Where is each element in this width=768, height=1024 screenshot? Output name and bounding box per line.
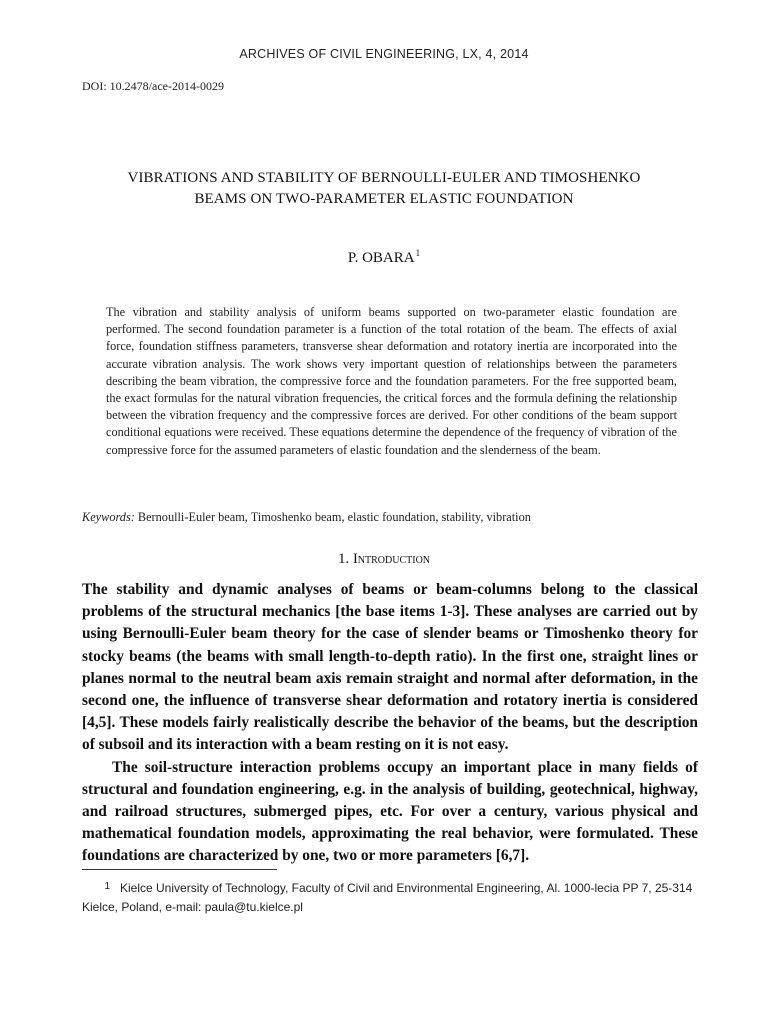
- keywords-text: Bernoulli-Euler beam, Timoshenko beam, elastic foundation, stability, vibration: [134, 510, 531, 524]
- author-name: P. OBARA: [347, 250, 415, 266]
- body-paragraph-2: The soil-structure interaction problems occupy an important place in many fields of structural and foundation engineering, e.g. in the analysis of building, geotechnical, highway, and railroad structures, submerged pipes, etc. For over a century, various physical and mathematical foundation models, approximating the real behavior, were formulated. These foundations are characterized by one, two or more parameters [6,7].: [82, 758, 698, 865]
- footnote-divider: [82, 869, 277, 870]
- body-text: [82, 579, 698, 868]
- footnote-mark: 1: [104, 881, 110, 892]
- footnote: [82, 877, 702, 917]
- journal-header: ARCHIVES OF CIVIL ENGINEERING, LX, 4, 2014: [239, 47, 529, 61]
- abstract: The vibration and stability analysis of uniform beams supported on two-parameter elastic foundation are performed. The second foundation parameter is a function of the total rotation of the beam. The effects of axial force, foundation stiffness parameters, transverse shear deformation and rotatory inertia are incorporated into the accurate vibration analysis. The work shows very important question of relationships between the parameters describing the beam vibration, the compressive force and the foundation parameters. For the free supported beam, the exact formulas for the natural vibration frequencies, the critical forces and the formula defining the relationship between the vibration frequency and the compressive forces are derived. For other conditions of the beam support conditional equations were received. These equations determine the dependence of the frequency of vibration of the compressive force for the assumed parameters of elastic foundation and the slenderness of the beam.: [106, 305, 677, 457]
- author-footnote-mark: 1: [415, 248, 421, 258]
- body-paragraph-1: The stability and dynamic analyses of beams or beam-columns belong to the classical problems of the structural mechanics [the base items 1-3]. These analyses are carried out by using Bernoulli-Euler beam theory for the case of slender beams or Timoshenko theory for stocky beams (the beams with small length-to-depth ratio). In the first one, straight lines or planes normal to the neutral beam axis remain straight and normal after deformation, in the second one, the influence of transverse shear deformation and rotatory inertia is considered [4,5]. These models fairly realistically describe the behavior of the beams, but the description of subsoil and its interaction with a beam resting on it is not easy.: [82, 581, 698, 754]
- footnote-text: Kielce University of Technology, Faculty of Civil and Environmental Engineering, Al. 1000-lecia PP 7, 25-314 Kielce, Poland, e-mail: paula@tu.kielce.pl: [82, 881, 693, 914]
- keywords-label: Keywords:: [82, 510, 135, 524]
- section-heading: [0, 551, 768, 568]
- paper-title: [60, 168, 708, 210]
- keywords: [82, 510, 682, 525]
- section-title: Introduction: [352, 551, 431, 567]
- doi: DOI: 10.2478/ace-2014-0029: [82, 79, 224, 93]
- paper-title-line-1: VIBRATIONS AND STABILITY OF BERNOULLI-EULER AND TIMOSHENKO: [127, 170, 641, 186]
- author: [0, 248, 768, 267]
- paper-title-line-2: BEAMS ON TWO-PARAMETER ELASTIC FOUNDATION: [194, 191, 574, 207]
- section-number: 1.: [337, 551, 350, 567]
